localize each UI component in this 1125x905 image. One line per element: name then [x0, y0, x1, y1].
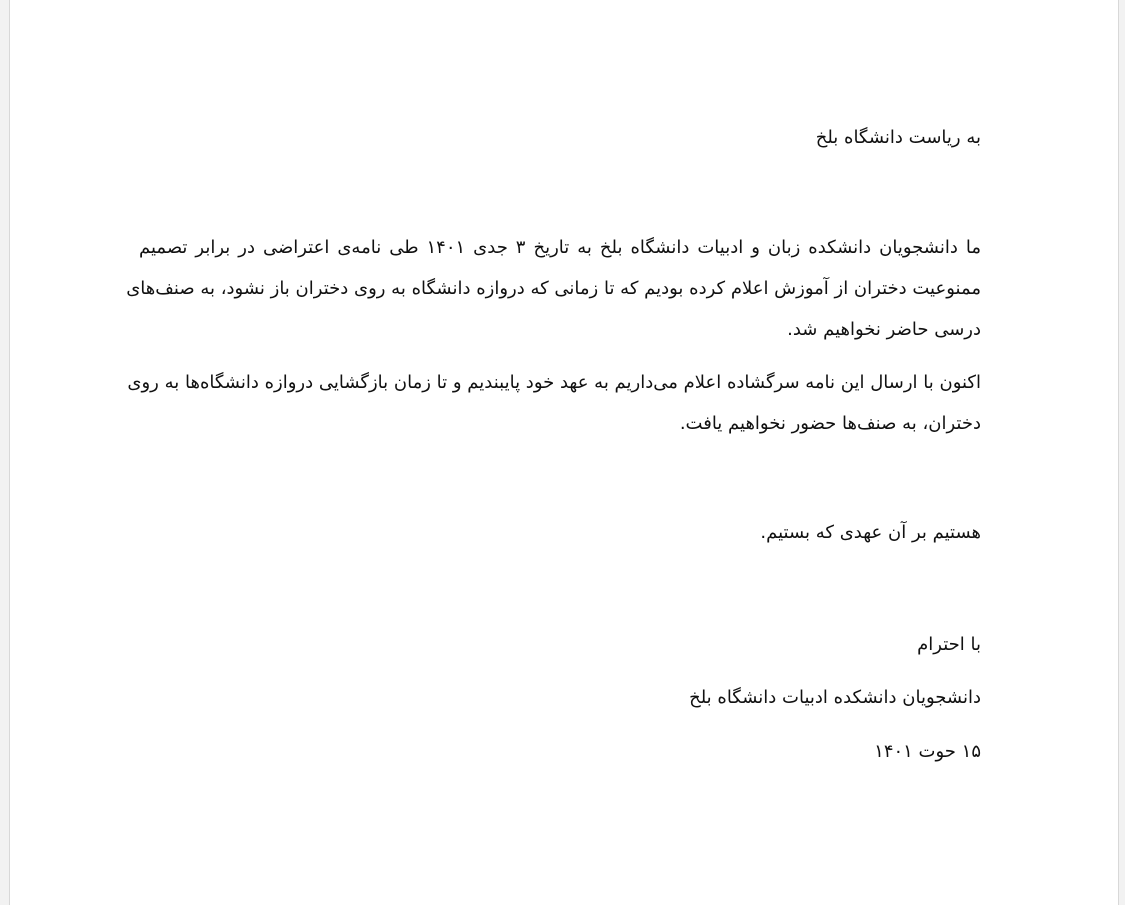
- pledge: هستیم بر آن عهدی که بستیم.: [760, 522, 981, 543]
- date: ۱۵ حوت ۱۴۰۱: [874, 741, 981, 762]
- paragraph-2-line-1: اکنون با ارسال این نامه سرگشاده اعلام می‌داریم به عهد خود پایبندیم و تا زمان بازگشایی دروازه دانشگاه‌ها به روی: [127, 372, 981, 393]
- paragraph-2-line-2: دختران، به صنف‌ها حضور نخواهیم یافت.: [679, 413, 981, 434]
- document-page: [9, 0, 1119, 905]
- paragraph-1-line-2: ممنوعیت دختران از آموزش اعلام کرده بودیم که تا زمانی که دروازه دانشگاه به روی دختران باز نشود، به صنف‌های: [126, 278, 981, 299]
- closing: با احترام: [917, 634, 981, 655]
- salutation: به ریاست دانشگاه بلخ: [815, 127, 981, 148]
- signature: دانشجویان دانشکده ادبیات دانشگاه بلخ: [689, 687, 981, 708]
- paragraph-1-line-1: ما دانشجویان دانشکده زبان و ادبیات دانشگاه بلخ به تاریخ ۳ جدی ۱۴۰۱ طی نامه‌ی اعتراضی در برابر تصمیم: [139, 237, 981, 258]
- paragraph-1-line-3: درسی حاضر نخواهیم شد.: [787, 319, 981, 340]
